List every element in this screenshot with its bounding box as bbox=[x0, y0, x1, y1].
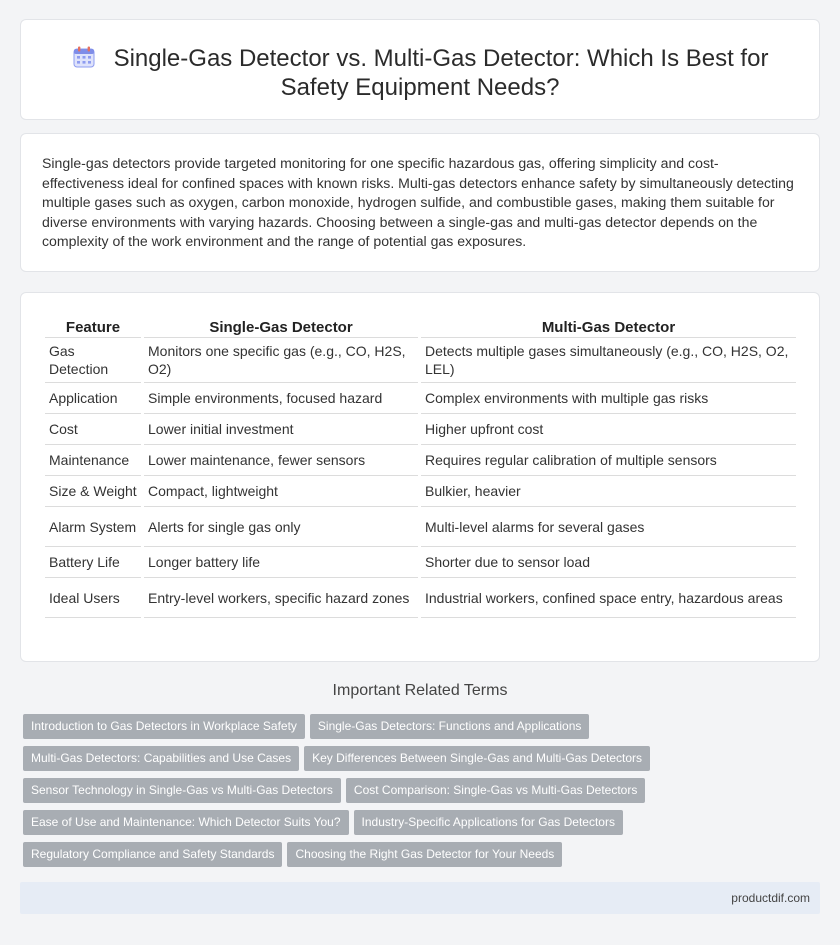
related-term-tag[interactable]: Industry-Specific Applications for Gas Detectors bbox=[354, 810, 623, 835]
tag-row bbox=[23, 714, 813, 746]
tag-row bbox=[23, 810, 813, 842]
related-term-tag[interactable]: Multi-Gas Detectors: Capabilities and Use Cases bbox=[23, 746, 299, 771]
footer-site-link[interactable]: productdif.com bbox=[731, 891, 810, 905]
related-term-tag[interactable]: Cost Comparison: Single-Gas vs Multi-Gas Detectors bbox=[346, 778, 645, 803]
cell-feature: Cost bbox=[45, 414, 141, 445]
cell-multi-gas: Shorter due to sensor load bbox=[421, 547, 796, 578]
intro-paragraph: Single-gas detectors provide targeted monitoring for one specific hazardous gas, offering simplicity and cost-effectiveness ideal for confined spaces with known risks. Multi-gas detectors enhance safety by simultaneously detecting multiple gases such as oxygen, carbon monoxide, hydrogen sulfide, and combustible gases, making them suitable for diverse environments with varying hazards. Choosing between a single-gas and multi-gas detector depends on the complexity of the work environment and the range of potential gas exposures. bbox=[42, 155, 794, 250]
cell-single-gas: Lower initial investment bbox=[144, 414, 418, 445]
related-term-tag[interactable]: Ease of Use and Maintenance: Which Detector Suits You? bbox=[23, 810, 349, 835]
cell-feature: Ideal Users bbox=[45, 578, 141, 618]
comparison-table-card bbox=[20, 292, 820, 662]
cell-single-gas: Lower maintenance, fewer sensors bbox=[144, 445, 418, 476]
comparison-table bbox=[42, 316, 799, 618]
cell-single-gas: Alerts for single gas only bbox=[144, 507, 418, 547]
related-term-tag[interactable]: Introduction to Gas Detectors in Workplace Safety bbox=[23, 714, 305, 739]
tag-row bbox=[23, 842, 813, 874]
cell-multi-gas: Detects multiple gases simultaneously (e.g., CO, H2S, O2, LEL) bbox=[421, 338, 796, 383]
cell-multi-gas: Bulkier, heavier bbox=[421, 476, 796, 507]
table-header-row bbox=[45, 316, 796, 338]
header-multi-gas: Multi-Gas Detector bbox=[421, 316, 796, 338]
related-term-tag[interactable]: Single-Gas Detectors: Functions and Applications bbox=[310, 714, 589, 739]
cell-feature: Maintenance bbox=[45, 445, 141, 476]
related-terms-tags bbox=[23, 714, 813, 874]
cell-single-gas: Longer battery life bbox=[144, 547, 418, 578]
table-row bbox=[45, 476, 796, 507]
header-single-gas: Single-Gas Detector bbox=[144, 316, 418, 338]
cell-multi-gas: Higher upfront cost bbox=[421, 414, 796, 445]
related-term-tag[interactable]: Key Differences Between Single-Gas and Multi-Gas Detectors bbox=[304, 746, 650, 771]
cell-multi-gas: Complex environments with multiple gas risks bbox=[421, 383, 796, 414]
table-row bbox=[45, 383, 796, 414]
cell-multi-gas: Multi-level alarms for several gases bbox=[421, 507, 796, 547]
cell-single-gas: Compact, lightweight bbox=[144, 476, 418, 507]
cell-single-gas: Simple environments, focused hazard bbox=[144, 383, 418, 414]
tag-row bbox=[23, 778, 813, 810]
cell-feature: Gas Detection bbox=[45, 338, 141, 383]
table-row bbox=[45, 578, 796, 618]
footer-bar bbox=[20, 882, 820, 914]
cell-multi-gas: Industrial workers, confined space entry, hazardous areas bbox=[421, 578, 796, 618]
related-term-tag[interactable]: Sensor Technology in Single-Gas vs Multi-Gas Detectors bbox=[23, 778, 341, 803]
cell-feature: Size & Weight bbox=[45, 476, 141, 507]
table-row bbox=[45, 445, 796, 476]
cell-feature: Alarm System bbox=[45, 507, 141, 547]
table-row bbox=[45, 507, 796, 547]
cell-single-gas: Monitors one specific gas (e.g., CO, H2S, O2) bbox=[144, 338, 418, 383]
header-card bbox=[20, 19, 820, 120]
header-feature: Feature bbox=[45, 316, 141, 338]
cell-single-gas: Entry-level workers, specific hazard zones bbox=[144, 578, 418, 618]
title-wrap bbox=[61, 44, 779, 102]
related-term-tag[interactable]: Choosing the Right Gas Detector for Your Needs bbox=[287, 842, 562, 867]
cell-multi-gas: Requires regular calibration of multiple sensors bbox=[421, 445, 796, 476]
related-term-tag[interactable]: Regulatory Compliance and Safety Standards bbox=[23, 842, 282, 867]
related-terms-title: Important Related Terms bbox=[332, 682, 508, 699]
table-row bbox=[45, 338, 796, 383]
page-title: Single-Gas Detector vs. Multi-Gas Detector: Which Is Best for Safety Equipment Needs? bbox=[113, 45, 769, 101]
cell-feature: Battery Life bbox=[45, 547, 141, 578]
intro-card bbox=[20, 133, 820, 272]
table-row bbox=[45, 547, 796, 578]
table-row bbox=[45, 414, 796, 445]
cell-feature: Application bbox=[45, 383, 141, 414]
calendar-icon bbox=[72, 45, 96, 69]
tag-row bbox=[23, 746, 813, 778]
